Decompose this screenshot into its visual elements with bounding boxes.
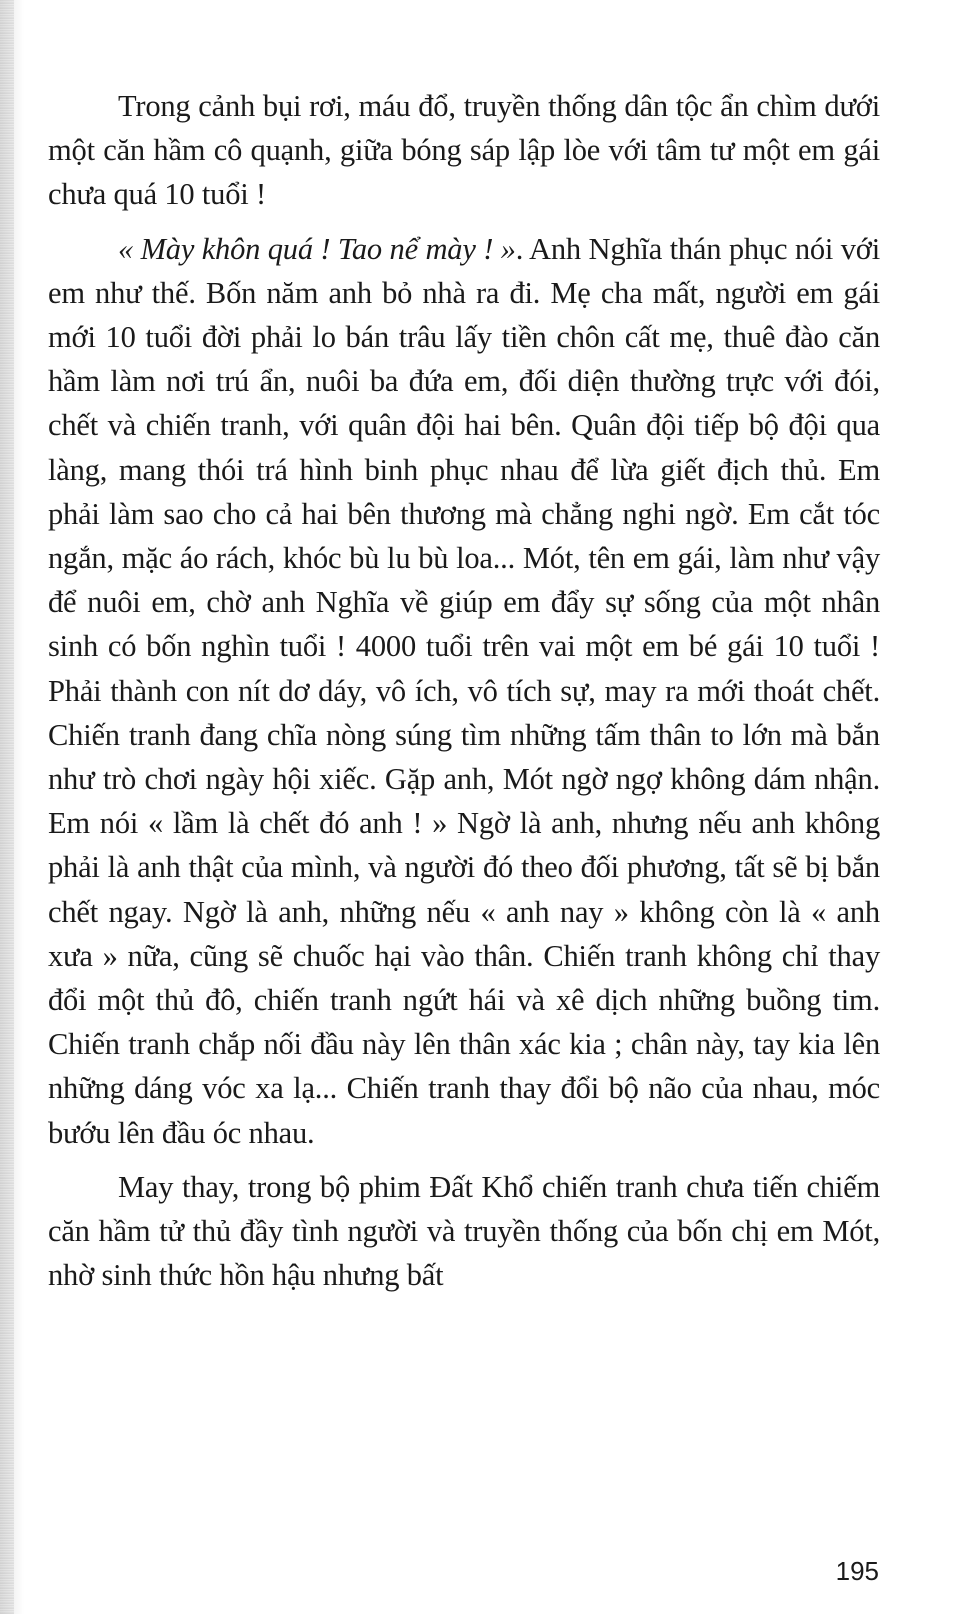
quoted-speech: « Mày khôn quá ! Tao nể mày ! » xyxy=(118,231,516,266)
paragraph-3: May thay, trong bộ phim Đất Khổ chiến tranh chưa tiến chiếm căn hầm tử thủ đầy tình người và truyền thống của bốn chị em Mót, nhờ sinh thức hồn hậu nhưng bất xyxy=(48,1169,880,1293)
page-number: 195 xyxy=(835,1556,879,1586)
paragraph-2 xyxy=(48,227,880,1155)
paragraph-1: Trong cảnh bụi rơi, máu đổ, truyền thống dân tộc ẩn chìm dưới một căn hầm cô quạnh, giữa bóng sáp lập lòe với tâm tư một em gái chưa quá 10 tuổi ! xyxy=(48,89,880,212)
scan-binding-edge xyxy=(0,0,14,1614)
page-body xyxy=(48,84,880,1297)
paragraph-2-text: . Anh Nghĩa thán phục nói với em như thế. Bốn năm anh bỏ nhà ra đi. Mẹ cha mất, người em gái mới 10 tuổi đời phải lo bán trâu lấy tiền chôn cất mẹ, thuê đào căn hầm làm nơi trú ẩn, nuôi ba đứa em, đối diện thường trực với đói, chết và chiến tranh, với quân đội hai bên. Quân đội tiếp bộ đội qua làng, mang thói trá hình binh phục nhau để lừa giết địch thủ. Em phải làm sao cho cả hai bên thương mà chẳng nghi ngờ. Em cắt tóc ngắn, mặc áo rách, khóc bù lu bù loa... Mót, tên em gái, làm như vậy để nuôi em, chờ anh Nghĩa về giúp em đẩy sự sống của một nhân sinh có bốn nghìn tuổi ! 4000 tuổi trên vai một em bé gái 10 tuổi ! Phải thành con nít dơ dáy, vô ích, vô tích sự, may ra mới thoát chết. Chiến tranh đang chĩa nòng súng tìm những tấm thân to lớn mà bắn như trò chơi ngày hội xiếc. Gặp anh, Mót ngờ ngợ không dám nhận. Em nói « lầm là chết đó anh ! » Ngờ là anh, nhưng nếu anh không phải là anh thật của mình, và người đó theo đối phương, tất sẽ bị bắn chết ngay. Ngờ là anh, những nếu « anh nay » không còn là « anh xưa » nữa, cũng sẽ chuốc hại vào thân. Chiến tranh không chỉ thay đổi một thủ đô, chiến tranh ngứt hái và xê dịch những buồng tim. Chiến tranh chắp nối đầu này lên thân xác kia ; chân này, tay kia lên những dáng vóc xa lạ... Chiến tranh thay đổi bộ não của nhau, móc bướu lên đầu óc nhau. xyxy=(48,231,880,1150)
